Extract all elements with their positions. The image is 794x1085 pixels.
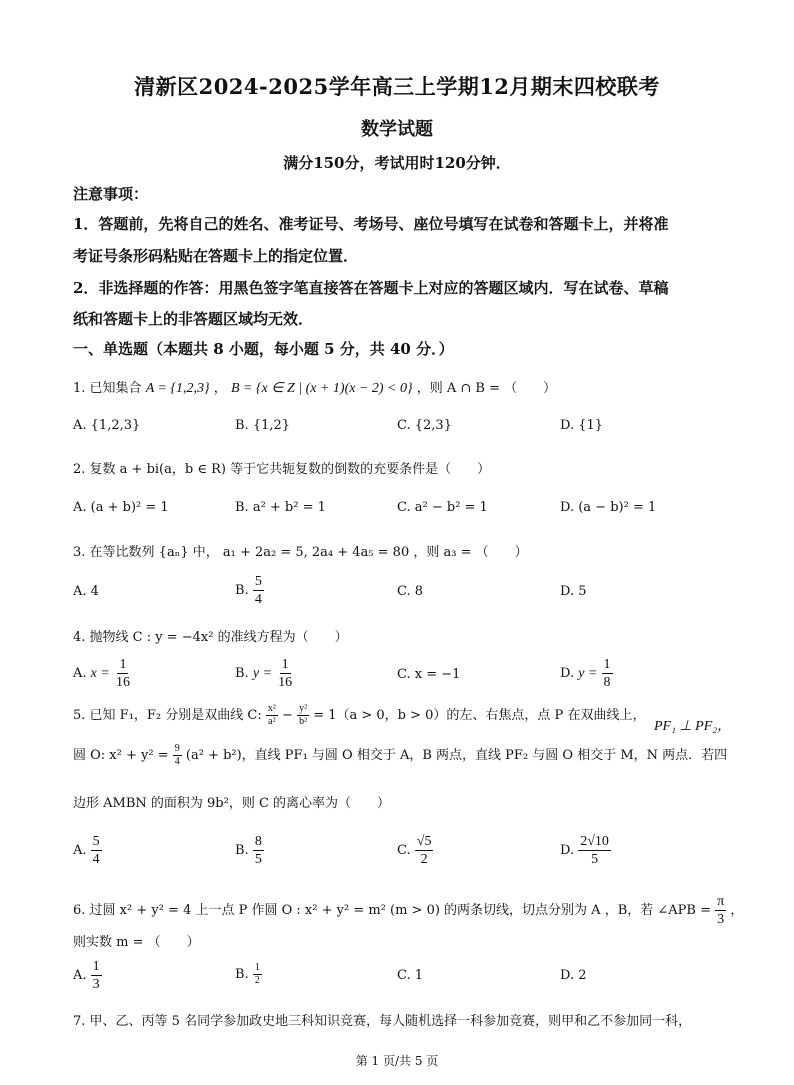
- q5-line3: 边形 AMBN 的面积为 9b²，则 C 的离心率为（ ）: [73, 796, 391, 811]
- q4-option-b-lhs: y =: [252, 666, 272, 681]
- q3-option-b-fraction: [253, 573, 264, 608]
- q6-angle-fraction: [715, 893, 726, 928]
- q2-stem: 2. 复数 a + bi(a，b ∈ R) 等于它共轭复数的倒数的充要条件是（ ）: [73, 462, 491, 477]
- q5-option-c: [397, 833, 433, 868]
- q4-option-d: [560, 656, 613, 691]
- q6-line1: [73, 893, 743, 928]
- q6-line1-b: ，: [730, 903, 744, 918]
- q5-option-b-fraction: [253, 833, 264, 868]
- q6-option-d: D. 2: [560, 968, 587, 983]
- fraction-denominator: 8: [603, 675, 611, 690]
- fraction-numerator: 1: [92, 959, 100, 974]
- q5-option-d: [560, 833, 611, 868]
- q4-option-c: C. x = −1: [397, 667, 461, 682]
- q1-set-a: A = {1,2,3}: [145, 381, 210, 396]
- q5-option-d-fraction: [578, 833, 611, 868]
- q2-option-d: D. (a − b)² = 1: [560, 500, 657, 515]
- q5-frac-y: [297, 703, 309, 728]
- q3-option-b: [235, 573, 264, 608]
- notes-item1-line2: 考证号条形码粘贴在答题卡上的指定位置．: [73, 247, 359, 265]
- q5-option-b: [235, 833, 264, 868]
- q2-option-b: B. a² + b² = 1: [235, 500, 326, 515]
- q2-option-c: C. a² − b² = 1: [397, 500, 488, 515]
- q4-option-d-lhs: y =: [578, 666, 598, 681]
- q5-option-a: [73, 833, 102, 868]
- section1-heading: 一、单选题（本题共 8 小题，每小题 5 分，共 40 分．）: [73, 340, 454, 358]
- fraction-denominator: 3: [92, 977, 100, 992]
- q5-line2: [73, 743, 727, 768]
- q5-line1: [73, 703, 645, 728]
- page-footer: 第 1 页/共 5 页: [355, 1054, 439, 1068]
- fraction-numerator: 8: [254, 834, 262, 849]
- q5-minus: −: [282, 708, 293, 723]
- q4-option-b: [235, 656, 294, 691]
- q6-option-c: C. 1: [397, 968, 424, 983]
- fraction-numerator: x²: [267, 703, 276, 714]
- exam-subtitle: 数学试题: [361, 119, 433, 140]
- full-mark-note: 满分150分，考试用时120分钟．: [283, 154, 511, 172]
- q6-line1-a: 6. 过圆 x² + y² = 4 上一点 P 作圆 O : x² + y² = m² (m > 0) 的两条切线，切点分别为 A ，B，若 ∠APB =: [73, 903, 711, 918]
- q6-option-a-label: A.: [73, 968, 87, 983]
- q4-option-d-fraction: [602, 656, 613, 691]
- fraction-denominator: 4: [174, 756, 180, 767]
- q1-option-d: D. {1}: [560, 418, 604, 433]
- fraction-denominator: 5: [254, 852, 262, 867]
- q5-option-a-fraction: [91, 833, 102, 868]
- fraction-numerator: π: [717, 894, 725, 909]
- q6-option-b-fraction: [253, 962, 262, 987]
- fraction-numerator: √5: [416, 834, 432, 849]
- fraction-numerator: y²: [299, 703, 308, 714]
- q5-option-c-label: C.: [397, 843, 411, 858]
- q1-sep: ，: [213, 381, 227, 396]
- q4-stem: 4. 抛物线 C : y = −4x² 的准线方程为（ ）: [73, 630, 348, 645]
- fraction-numerator: 9: [174, 743, 180, 754]
- notes-item2-line1: 2．非选择题的作答：用黑色签字笔直接答在答题卡上对应的答题区域内．写在试卷、草稿: [73, 279, 669, 297]
- fraction-numerator: 5: [92, 834, 100, 849]
- fraction-numerator: 1: [603, 657, 611, 672]
- q3-option-b-label: B.: [235, 583, 249, 598]
- q1-option-a: A. {1,2,3}: [73, 418, 141, 433]
- fraction-denominator: b²: [299, 716, 308, 727]
- q5-option-c-fraction: [415, 833, 434, 868]
- q5-line2-a: 圆 O: x² + y² =: [73, 748, 169, 763]
- q4-option-a-label: A.: [73, 666, 87, 681]
- q6-option-b: [235, 962, 262, 987]
- fraction-denominator: 4: [92, 852, 100, 867]
- fraction-numerator: 1: [254, 962, 260, 973]
- fraction-numerator: 5: [254, 574, 262, 589]
- q7-line1: 7. 甲、乙、丙等 5 名同学参加政史地三科知识竞赛，每人随机选择一科参加竞赛，则甲和乙不参加同一科，: [73, 1014, 692, 1029]
- q4-option-d-label: D.: [560, 666, 575, 681]
- fraction-numerator: 2√10: [580, 834, 609, 849]
- q5-option-b-label: B.: [235, 843, 249, 858]
- q3-option-a: A. 4: [73, 584, 99, 599]
- fraction-numerator: 1: [119, 657, 127, 672]
- fraction-denominator: 16: [115, 675, 130, 690]
- fraction-denominator: 2: [254, 975, 260, 986]
- notes-heading: 注意事项：: [73, 185, 149, 203]
- q4-option-b-fraction: [276, 656, 294, 691]
- q4-option-a-fraction: [114, 656, 132, 691]
- q1-stem: [73, 377, 556, 397]
- q6-option-a: [73, 958, 102, 993]
- q3-stem: 3. 在等比数列 {aₙ} 中， a₁ + 2a₂ = 5, 2a₄ + 4a₅ = 80 ，则 a₃ = （ ）: [73, 545, 528, 560]
- q4-option-b-label: B.: [235, 666, 249, 681]
- q5-option-a-label: A.: [73, 843, 87, 858]
- q6-line2: 则实数 m = （ ）: [73, 935, 200, 950]
- q5-line1-b: = 1（a > 0，b > 0）的左、右焦点，点 P 在双曲线上，: [313, 708, 646, 723]
- fraction-denominator: 2: [420, 852, 428, 867]
- exam-title: 清新区2024-2025学年高三上学期12月期末四校联考: [134, 74, 660, 99]
- q5-frac-x: [266, 703, 278, 728]
- q5-option-d-label: D.: [560, 843, 575, 858]
- q6-option-a-fraction: [91, 958, 102, 993]
- fraction-denominator: a²: [268, 716, 276, 727]
- fraction-numerator: 1: [281, 657, 289, 672]
- q1-option-b: B. {1,2}: [235, 418, 291, 433]
- q1-suffix: ，则 A ∩ B = （ ）: [416, 381, 557, 396]
- q5-line2-b: (a² + b²)，直线 PF₁ 与圆 O 相交于 A，B 两点，直线 PF₂ 与圆 O 相交于 M，N 两点．若四: [185, 748, 728, 763]
- notes-item2-line2: 纸和答题卡上的非答题区域均无效．: [73, 310, 314, 328]
- q5-circle-fraction: [173, 743, 182, 768]
- q6-option-b-label: B.: [235, 967, 249, 982]
- q4-option-a: [73, 656, 132, 691]
- fraction-denominator: 5: [591, 852, 599, 867]
- fraction-denominator: 4: [254, 592, 262, 607]
- fraction-denominator: 16: [278, 675, 293, 690]
- q1-prefix: 1. 已知集合: [73, 381, 142, 396]
- q5-line1-c: PF₁ ⊥ PF₂，: [654, 719, 732, 734]
- q2-option-a: A. (a + b)² = 1: [73, 500, 169, 515]
- q1-option-c: C. {2,3}: [397, 418, 452, 433]
- q5-line1-a: 5. 已知 F₁，F₂ 分别是双曲线 C:: [73, 708, 262, 723]
- q1-set-b: B = {x ∈ Z | (x + 1)(x − 2) < 0}: [230, 381, 413, 396]
- q3-option-d: D. 5: [560, 584, 587, 599]
- notes-item1-line1: 1．答题前，先将自己的姓名、准考证号、考场号、座位号填写在试卷和答题卡上，并将准: [73, 215, 669, 233]
- q3-option-c: C. 8: [397, 584, 424, 599]
- fraction-denominator: 3: [717, 912, 725, 927]
- q4-option-a-lhs: x =: [90, 666, 110, 681]
